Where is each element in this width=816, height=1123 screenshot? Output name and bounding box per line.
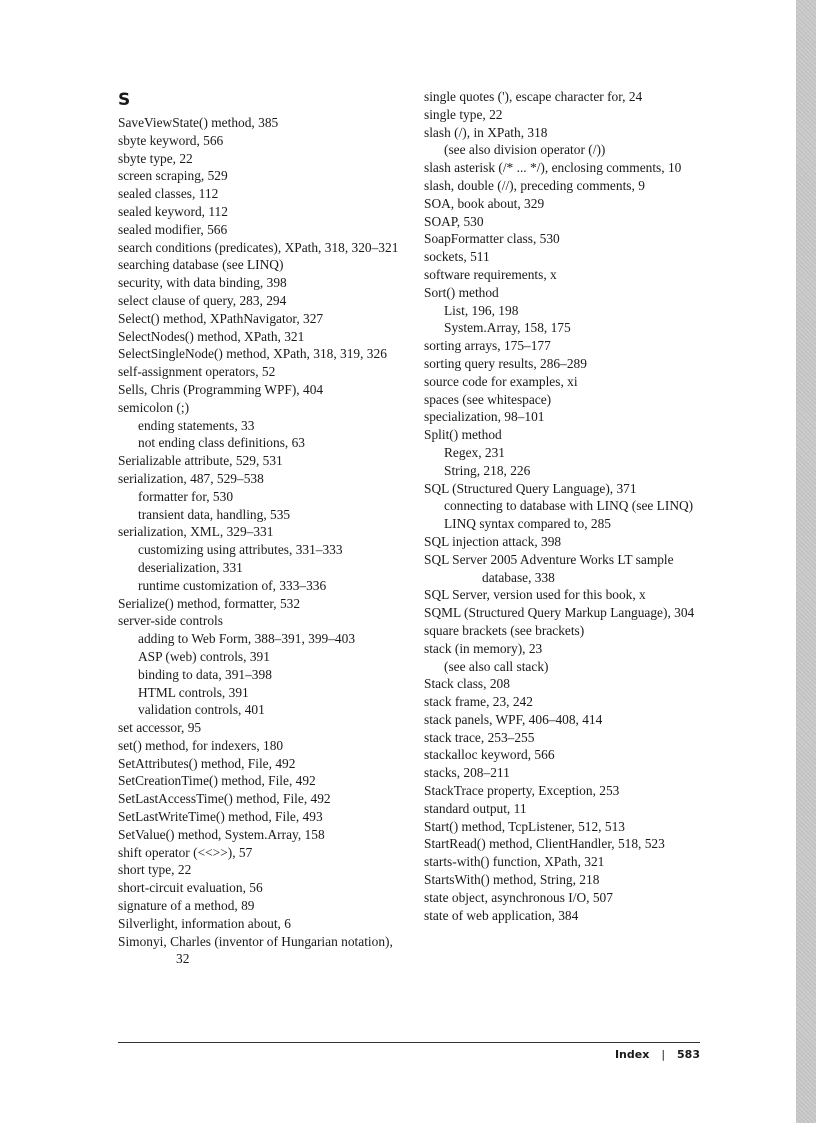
index-entry: Select() method, XPathNavigator, 327: [118, 310, 324, 326]
index-entry: serialization, XML, 329–331: [118, 524, 274, 540]
section-letter: S: [118, 90, 131, 110]
index-entry: single type, 22: [424, 106, 503, 122]
index-entry: StartsWith() method, String, 218: [424, 872, 600, 888]
index-entry: search conditions (predicates), XPath, 318, 320–321: [118, 239, 399, 255]
index-entry: slash (/), in XPath, 318: [424, 124, 548, 140]
index-entry: signature of a method, 89: [118, 898, 255, 914]
index-entry: stacks, 208–211: [424, 765, 510, 781]
index-subentry: adding to Web Form, 388–391, 399–403: [138, 631, 356, 647]
index-entry: SetLastAccessTime() method, File, 492: [118, 791, 331, 807]
index-subentry: Regex, 231: [444, 444, 505, 460]
index-column-right: [424, 88, 714, 924]
index-entry: slash asterisk (/* ... */), enclosing comments, 10: [424, 160, 682, 176]
index-subentry: validation controls, 401: [138, 702, 265, 718]
index-subentry: binding to data, 391–398: [138, 666, 272, 682]
index-entry: stack (in memory), 23: [424, 640, 543, 656]
index-entry: starts-with() function, XPath, 321: [424, 854, 605, 870]
page-number: 583: [677, 1048, 700, 1061]
index-subentry: System.Array, 158, 175: [444, 320, 571, 336]
index-subentry: (see also call stack): [444, 658, 549, 674]
index-entry: Start() method, TcpListener, 512, 513: [424, 818, 625, 834]
index-entry: short-circuit evaluation, 56: [118, 880, 263, 896]
index-subentry: customizing using attributes, 331–333: [138, 542, 343, 558]
index-entry: SOA, book about, 329: [424, 195, 545, 211]
index-entry: stack panels, WPF, 406–408, 414: [424, 711, 603, 727]
index-entry: spaces (see whitespace): [424, 391, 552, 407]
index-entry: Serializable attribute, 529, 531: [118, 453, 283, 469]
footer-separator: |: [661, 1048, 666, 1061]
footer-rule: [118, 1042, 700, 1043]
index-entry: StackTrace property, Exception, 253: [424, 783, 620, 799]
index-entry: slash, double (//), preceding comments, 9: [424, 177, 645, 193]
index-entry: Serialize() method, formatter, 532: [118, 595, 301, 611]
index-entry: StartRead() method, ClientHandler, 518, 523: [424, 836, 665, 852]
index-entry: security, with data binding, 398: [118, 275, 287, 291]
index-entry: Sells, Chris (Programming WPF), 404: [118, 381, 324, 397]
index-entry: sbyte type, 22: [118, 150, 193, 166]
index-subentry: deserialization, 331: [138, 559, 243, 575]
index-entry: Sort() method: [424, 284, 499, 300]
index-entry: source code for examples, xi: [424, 373, 578, 389]
index-entry: sorting query results, 286–289: [424, 355, 587, 371]
index-entry: SaveViewState() method, 385: [118, 115, 279, 130]
index-entry: set accessor, 95: [118, 720, 202, 736]
index-entry: set() method, for indexers, 180: [118, 737, 284, 753]
index-entry: sbyte keyword, 566: [118, 132, 224, 148]
index-entry: SelectNodes() method, XPath, 321: [118, 328, 305, 344]
index-entry: Silverlight, information about, 6: [118, 915, 291, 931]
index-subentry: formatter for, 530: [138, 488, 234, 504]
index-entry: SOAP, 530: [424, 213, 484, 229]
left-entries: [118, 114, 408, 968]
index-entry: SQML (Structured Query Markup Language), 304: [424, 605, 695, 621]
index-entry: specialization, 98–101: [424, 409, 545, 425]
index-entry: SQL injection attack, 398: [424, 533, 562, 549]
index-entry: searching database (see LINQ): [118, 257, 284, 273]
index-subentry: not ending class definitions, 63: [138, 435, 305, 451]
right-entries: [424, 88, 714, 924]
index-entry: state object, asynchronous I/O, 507: [424, 889, 613, 905]
index-subentry: ending statements, 33: [138, 417, 255, 433]
index-entry: square brackets (see brackets): [424, 622, 585, 638]
index-entry: SoapFormatter class, 530: [424, 231, 560, 247]
index-entry: SQL (Structured Query Language), 371: [424, 480, 637, 496]
index-subentry: connecting to database with LINQ (see LINQ): [444, 498, 694, 514]
index-entry: semicolon (;): [118, 399, 190, 415]
index-entry: SetCreationTime() method, File, 492: [118, 773, 316, 789]
index-entry: SetAttributes() method, File, 492: [118, 755, 296, 771]
index-subentry: List, 196, 198: [444, 302, 519, 318]
index-entry: SelectSingleNode() method, XPath, 318, 319, 326: [118, 346, 387, 362]
scan-edge-strip: [796, 0, 816, 1123]
footer-label: Index: [614, 1048, 650, 1061]
index-entry: SQL Server 2005 Adventure Works LT sample database, 338: [424, 551, 677, 585]
index-subentry: ASP (web) controls, 391: [138, 648, 270, 664]
index-entry: standard output, 11: [424, 800, 527, 816]
index-subentry: HTML controls, 391: [138, 684, 249, 700]
index-entry: single quotes ('), escape character for, 24: [424, 89, 643, 104]
index-entry: stackalloc keyword, 566: [424, 747, 555, 763]
index-entry: sorting arrays, 175–177: [424, 338, 551, 354]
index-subentry: transient data, handling, 535: [138, 506, 291, 522]
index-subentry: LINQ syntax compared to, 285: [444, 516, 611, 532]
index-entry: serialization, 487, 529–538: [118, 470, 264, 486]
index-entry: short type, 22: [118, 862, 192, 878]
index-entry: shift operator (<<>>), 57: [118, 844, 253, 860]
index-entry: Simonyi, Charles (inventor of Hungarian notation), 32: [118, 933, 397, 967]
index-entry: stack frame, 23, 242: [424, 694, 533, 710]
index-entry: SetLastWriteTime() method, File, 493: [118, 809, 323, 825]
index-entry: state of web application, 384: [424, 907, 579, 923]
index-entry: Stack class, 208: [424, 676, 510, 692]
index-entry: self-assignment operators, 52: [118, 364, 276, 380]
index-column-left: [118, 88, 408, 968]
index-subentry: runtime customization of, 333–336: [138, 577, 327, 593]
index-entry: server-side controls: [118, 613, 223, 629]
index-entry: sockets, 511: [424, 249, 490, 265]
index-entry: select clause of query, 283, 294: [118, 292, 287, 308]
index-entry: SQL Server, version used for this book, x: [424, 587, 646, 603]
index-entry: software requirements, x: [424, 266, 557, 282]
index-entry: screen scraping, 529: [118, 168, 228, 184]
page-footer: [615, 1048, 700, 1061]
index-entry: sealed modifier, 566: [118, 221, 228, 237]
index-subentry: (see also division operator (/)): [444, 142, 606, 158]
index-entry: sealed keyword, 112: [118, 203, 228, 219]
index-entry: stack trace, 253–255: [424, 729, 535, 745]
index-entry: SetValue() method, System.Array, 158: [118, 826, 325, 842]
index-entry: Split() method: [424, 427, 502, 443]
index-subentry: String, 218, 226: [444, 462, 531, 478]
index-entry: sealed classes, 112: [118, 186, 219, 202]
